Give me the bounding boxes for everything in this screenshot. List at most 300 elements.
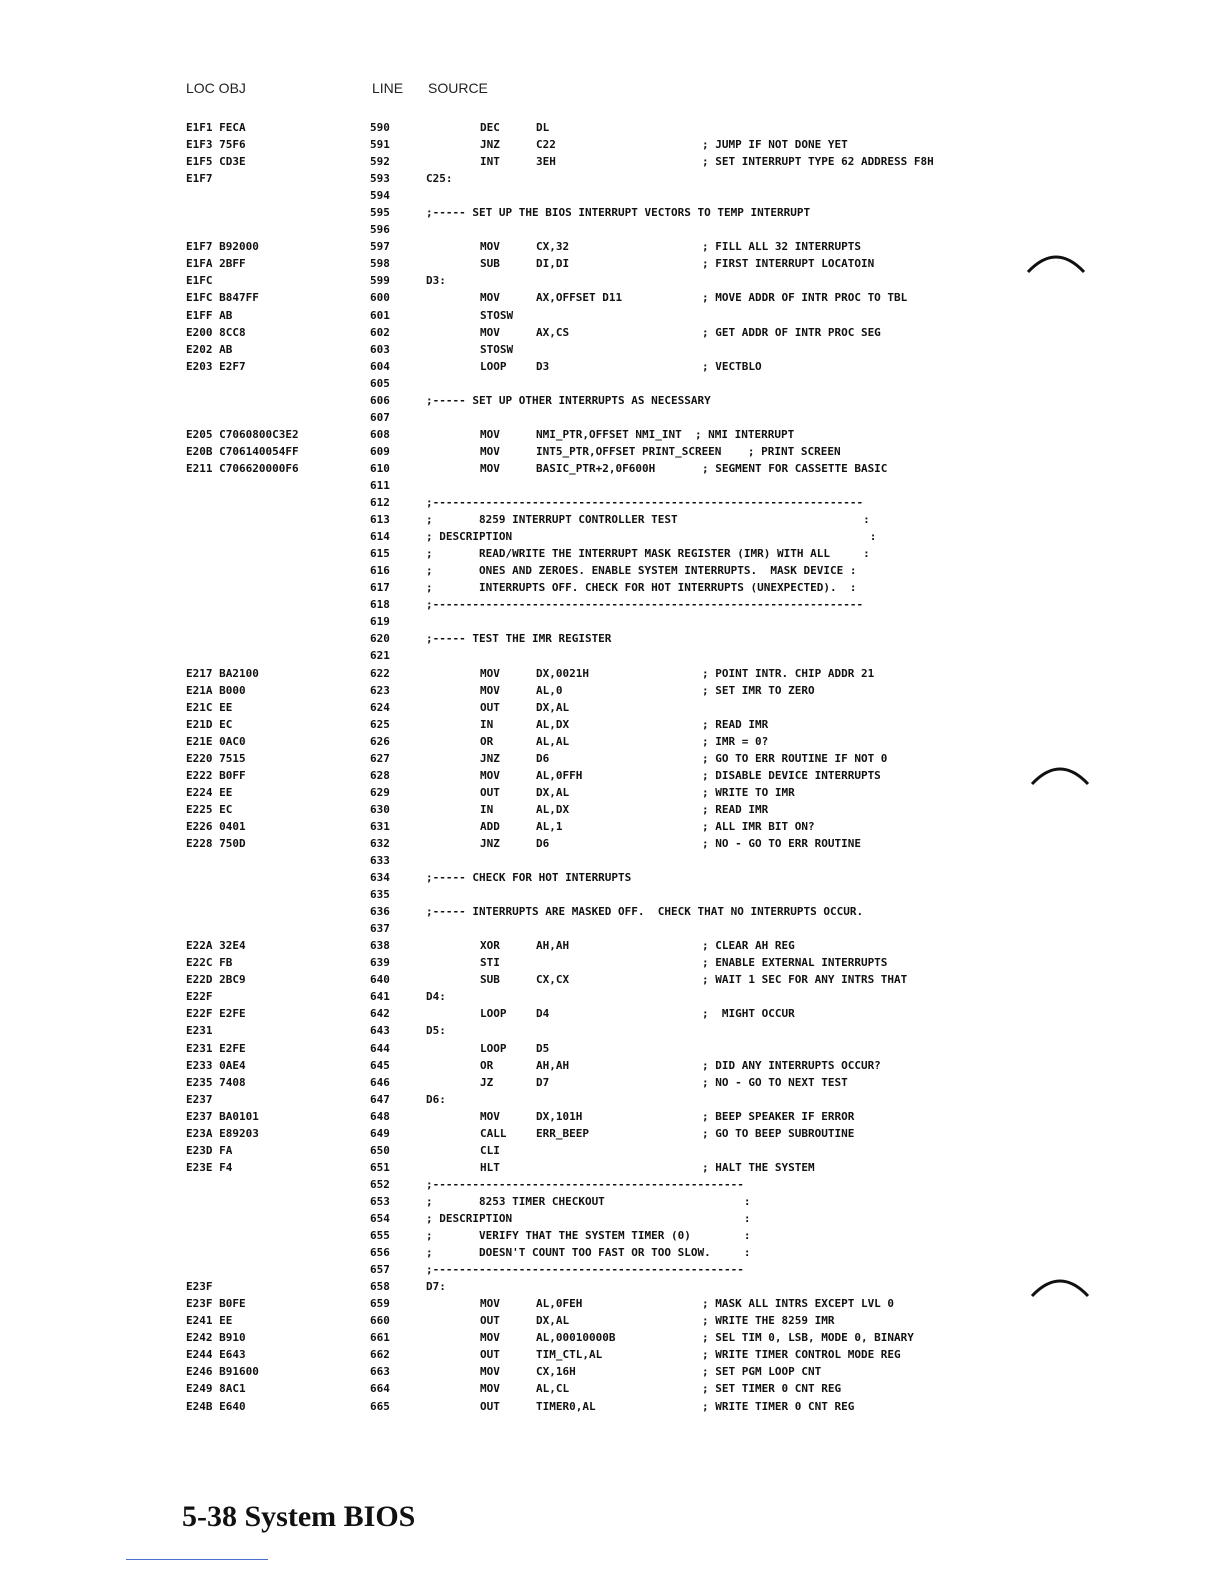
line-number: 592 — [370, 155, 390, 169]
comment: ; WRITE TIMER 0 CNT REG — [702, 1399, 855, 1413]
line-number: 618 — [370, 598, 390, 612]
listing-row — [0, 920, 1224, 937]
column-header-loc-obj: LOC OBJ — [186, 80, 246, 96]
opcode: OR — [480, 734, 494, 748]
opcode: LOOP — [480, 1007, 507, 1021]
loc-obj: E23D FA — [186, 1143, 233, 1157]
line-number: 603 — [370, 342, 390, 356]
listing-row — [0, 324, 1224, 341]
comment-line: ;----- SET UP THE BIOS INTERRUPT VECTORS TO TEMP INTERRUPT — [426, 206, 811, 220]
line-number: 634 — [370, 871, 390, 885]
listing-row — [0, 545, 1224, 562]
listing-row — [0, 937, 1224, 954]
loc-obj: E1F5 CD3E — [186, 155, 246, 169]
loc-obj: E242 B910 — [186, 1331, 246, 1345]
line-number: 649 — [370, 1126, 390, 1140]
line-number: 657 — [370, 1263, 390, 1277]
opcode: JNZ — [480, 751, 500, 765]
listing-row — [0, 1346, 1224, 1363]
loc-obj: E23A E89203 — [186, 1126, 259, 1140]
line-number: 599 — [370, 274, 390, 288]
loc-obj: E233 0AE4 — [186, 1058, 246, 1072]
opcode: MOV — [480, 1382, 500, 1396]
operands: DI,DI — [536, 257, 570, 271]
line-number: 602 — [370, 325, 390, 339]
operands: CX,16H — [536, 1365, 576, 1379]
operands: DL — [536, 121, 550, 134]
line-number: 644 — [370, 1041, 390, 1055]
comment: ; FILL ALL 32 INTERRUPTS — [702, 240, 861, 254]
line-number: 633 — [370, 854, 390, 868]
listing-row — [0, 1210, 1224, 1227]
line-number: 665 — [370, 1399, 390, 1413]
opcode: OUT — [480, 1399, 500, 1413]
code-label: D6: — [426, 1092, 446, 1106]
loc-obj: E20B C706140054FF — [186, 444, 299, 458]
comment-line: ; VERIFY THAT THE SYSTEM TIMER (0) : — [426, 1229, 751, 1243]
listing-row — [0, 136, 1224, 153]
loc-obj: E249 8AC1 — [186, 1382, 246, 1396]
loc-obj: E1F3 75F6 — [186, 138, 246, 152]
line-number: 607 — [370, 410, 390, 424]
operands: AL,AL — [536, 734, 570, 748]
line-number: 609 — [370, 444, 390, 458]
listing-row — [0, 204, 1224, 221]
opcode: JNZ — [480, 138, 500, 152]
listing-row — [0, 187, 1224, 204]
comment: ; MASK ALL INTRS EXCEPT LVL 0 — [702, 1297, 895, 1311]
operands: TIMER0,AL — [536, 1399, 596, 1413]
comment: ; VECTBLO — [702, 359, 762, 373]
loc-obj: E1FA 2BFF — [186, 257, 246, 271]
comment-line: ; 8253 TIMER CHECKOUT : — [426, 1194, 751, 1208]
operands: D6 — [536, 751, 550, 765]
loc-obj: E23F — [186, 1280, 213, 1294]
column-header-line: LINE — [372, 80, 404, 96]
listing-row — [0, 886, 1224, 903]
listing-row — [0, 988, 1224, 1005]
opcode: JNZ — [480, 836, 500, 850]
line-number: 637 — [370, 922, 390, 936]
opcode: MOV — [480, 240, 500, 254]
listing-row — [0, 494, 1224, 511]
loc-obj: E21A B000 — [186, 683, 246, 697]
operands: DX,AL — [536, 700, 570, 714]
listing-row — [0, 835, 1224, 852]
line-number: 655 — [370, 1229, 390, 1243]
comment-line: ;----------------------------------------------- — [426, 1177, 744, 1191]
listing-row — [0, 426, 1224, 443]
comment: ; READ IMR — [702, 717, 769, 731]
loc-obj: E226 0401 — [186, 819, 246, 833]
line-number: 606 — [370, 393, 390, 407]
loc-obj: E22A 32E4 — [186, 939, 246, 953]
loc-obj: E235 7408 — [186, 1075, 246, 1089]
line-number: 641 — [370, 990, 390, 1004]
line-number: 643 — [370, 1024, 390, 1038]
listing-row — [0, 1022, 1224, 1039]
listing-row — [0, 1040, 1224, 1057]
comment: ; NO - GO TO NEXT TEST — [702, 1075, 848, 1089]
operands: AL,CL — [536, 1382, 570, 1396]
comment-line: ; ONES AND ZEROES. ENABLE SYSTEM INTERRUPTS. MASK DEVICE : — [426, 564, 857, 578]
comment: ; GO TO ERR ROUTINE IF NOT 0 — [702, 751, 888, 765]
opcode: STOSW — [480, 342, 514, 356]
opcode: OUT — [480, 1314, 500, 1328]
opcode: SUB — [480, 973, 500, 987]
opcode: IN — [480, 717, 494, 731]
code-label: D7: — [426, 1280, 446, 1294]
operands: D4 — [536, 1007, 550, 1021]
listing-row — [0, 358, 1224, 375]
comment: ; WRITE TO IMR — [702, 785, 795, 799]
listing-row — [0, 562, 1224, 579]
listing-row — [0, 1091, 1224, 1108]
operands: BASIC_PTR+2,0F600H — [536, 461, 656, 475]
line-number: 608 — [370, 427, 390, 441]
loc-obj: E237 — [186, 1092, 213, 1106]
loc-obj: E222 B0FF — [186, 768, 246, 782]
loc-obj: E202 AB — [186, 342, 233, 356]
line-number: 601 — [370, 308, 390, 322]
line-number: 605 — [370, 376, 390, 390]
line-number: 612 — [370, 496, 390, 510]
listing-row — [0, 801, 1224, 818]
comment: ; DISABLE DEVICE INTERRUPTS — [702, 768, 881, 782]
listing-row — [0, 1193, 1224, 1210]
line-number: 661 — [370, 1331, 390, 1345]
line-number: 613 — [370, 513, 390, 527]
code-label: D5: — [426, 1024, 446, 1038]
line-number: 600 — [370, 291, 390, 305]
comment: ; WRITE THE 8259 IMR — [702, 1314, 835, 1328]
comment: ; READ IMR — [702, 802, 769, 816]
loc-obj: E244 E643 — [186, 1348, 246, 1362]
loc-obj: E231 E2FE — [186, 1041, 246, 1055]
operands: D6 — [536, 836, 550, 850]
comment-line: ;----- INTERRUPTS ARE MASKED OFF. CHECK THAT NO INTERRUPTS OCCUR. — [426, 905, 864, 919]
comment: ; ALL IMR BIT ON? — [702, 819, 815, 833]
listing-row — [0, 1142, 1224, 1159]
operands: D7 — [536, 1075, 550, 1089]
opcode: CLI — [480, 1143, 500, 1157]
opcode: OUT — [480, 785, 500, 799]
operands: D5 — [536, 1041, 550, 1055]
operands: CX,32 — [536, 240, 570, 254]
listing-row — [0, 1074, 1224, 1091]
listing-row — [0, 1108, 1224, 1125]
comment-line: ;----------------------------------------------------------------- — [426, 598, 864, 612]
operands: ERR_BEEP — [536, 1126, 589, 1140]
line-number: 660 — [370, 1314, 390, 1328]
opcode: MOV — [480, 666, 500, 680]
comment: ; SET IMR TO ZERO — [702, 683, 815, 697]
loc-obj: E200 8CC8 — [186, 325, 246, 339]
loc-obj: E23E F4 — [186, 1160, 233, 1174]
listing-row — [0, 852, 1224, 869]
operands: 3EH — [536, 155, 556, 169]
comment: ; SET INTERRUPT TYPE 62 ADDRESS F8H — [702, 155, 934, 169]
comment-line: ; DOESN'T COUNT TOO FAST OR TOO SLOW. : — [426, 1246, 751, 1260]
line-number: 658 — [370, 1280, 390, 1294]
loc-obj: E1FC B847FF — [186, 291, 259, 305]
listing-row — [0, 1227, 1224, 1244]
listing-row — [0, 733, 1224, 750]
operands: TIM_CTL,AL — [536, 1348, 603, 1362]
line-number: 630 — [370, 802, 390, 816]
comment: ; SEL TIM 0, LSB, MODE 0, BINARY — [702, 1331, 914, 1345]
listing-row — [0, 1380, 1224, 1397]
loc-obj: E1F1 FECA — [186, 121, 246, 134]
loc-obj: E205 C7060800C3E2 — [186, 427, 299, 441]
loc-obj: E241 EE — [186, 1314, 233, 1328]
listing-row — [0, 1057, 1224, 1074]
listing-row — [0, 869, 1224, 886]
comment: ; MIGHT OCCUR — [702, 1007, 795, 1021]
listing-row — [0, 579, 1224, 596]
line-number: 642 — [370, 1007, 390, 1021]
line-number: 629 — [370, 785, 390, 799]
opcode: OUT — [480, 700, 500, 714]
comment: ; NO - GO TO ERR ROUTINE — [702, 836, 861, 850]
comment: ; JUMP IF NOT DONE YET — [702, 138, 848, 152]
line-number: 626 — [370, 734, 390, 748]
operands: AL,DX — [536, 717, 570, 731]
comment: ; POINT INTR. CHIP ADDR 21 — [702, 666, 875, 680]
listing-row — [0, 954, 1224, 971]
listing-row — [0, 119, 1224, 136]
line-number: 636 — [370, 905, 390, 919]
opcode: MOV — [480, 683, 500, 697]
comment: ; GET ADDR OF INTR PROC SEG — [702, 325, 881, 339]
line-number: 645 — [370, 1058, 390, 1072]
loc-obj: E237 BA0101 — [186, 1109, 259, 1123]
opcode: MOV — [480, 291, 500, 305]
binder-hole-arc-top — [1026, 248, 1086, 276]
comment: ; ENABLE EXTERNAL INTERRUPTS — [702, 956, 888, 970]
opcode: MOV — [480, 768, 500, 782]
listing-row — [0, 1398, 1224, 1415]
comment: ; SEGMENT FOR CASSETTE BASIC — [702, 461, 888, 475]
binder-hole-arc-middle — [1030, 760, 1090, 788]
operands: AL,00010000B — [536, 1331, 616, 1345]
opcode: ADD — [480, 819, 500, 833]
line-number: 595 — [370, 206, 390, 220]
line-number: 638 — [370, 939, 390, 953]
listing-row — [0, 818, 1224, 835]
line-number: 662 — [370, 1348, 390, 1362]
opcode: MOV — [480, 1365, 500, 1379]
listing-row — [0, 341, 1224, 358]
loc-obj: E225 EC — [186, 802, 233, 816]
line-number: 625 — [370, 717, 390, 731]
opcode: MOV — [480, 1297, 500, 1311]
opcode: DEC — [480, 121, 500, 134]
comment: ; WRITE TIMER CONTROL MODE REG — [702, 1348, 901, 1362]
loc-obj: E1F7 B92000 — [186, 240, 259, 254]
loc-obj: E1FF AB — [186, 308, 233, 322]
line-number: 635 — [370, 888, 390, 902]
comment: ; BEEP SPEAKER IF ERROR — [702, 1109, 855, 1123]
loc-obj: E224 EE — [186, 785, 233, 799]
operands: AL,1 — [536, 819, 563, 833]
operands: AL,0FFH — [536, 768, 583, 782]
listing-row — [0, 289, 1224, 306]
line-number: 591 — [370, 138, 390, 152]
listing-row — [0, 375, 1224, 392]
line-number: 610 — [370, 461, 390, 475]
operands: DX,AL — [536, 785, 570, 799]
opcode: INT — [480, 155, 500, 169]
operands: AL,0FEH — [536, 1297, 583, 1311]
listing-row — [0, 596, 1224, 613]
listing-row — [0, 221, 1224, 238]
line-number: 659 — [370, 1297, 390, 1311]
line-number: 627 — [370, 751, 390, 765]
line-number: 594 — [370, 189, 390, 203]
listing-row — [0, 971, 1224, 988]
operands: AL,DX — [536, 802, 570, 816]
loc-obj: E22C FB — [186, 956, 233, 970]
opcode: XOR — [480, 939, 500, 953]
listing-row — [0, 153, 1224, 170]
operands: DX,AL — [536, 1314, 570, 1328]
operands: AH,AH — [536, 1058, 570, 1072]
binder-hole-arc-bottom — [1030, 1272, 1090, 1300]
listing-row — [0, 716, 1224, 733]
comment: ; FIRST INTERRUPT LOCATOIN — [702, 257, 875, 271]
operands: INT5_PTR,OFFSET PRINT_SCREEN ; PRINT SCREEN — [536, 444, 841, 458]
operands: D3 — [536, 359, 550, 373]
listing-row — [0, 409, 1224, 426]
line-number: 647 — [370, 1092, 390, 1106]
comment: ; MOVE ADDR OF INTR PROC TO TBL — [702, 291, 908, 305]
comment: ; GO TO BEEP SUBROUTINE — [702, 1126, 855, 1140]
line-number: 617 — [370, 581, 390, 595]
line-number: 620 — [370, 632, 390, 646]
line-number: 631 — [370, 819, 390, 833]
line-number: 615 — [370, 547, 390, 561]
loc-obj: E228 750D — [186, 836, 246, 850]
listing-row — [0, 1244, 1224, 1261]
listing-row — [0, 460, 1224, 477]
line-number: 590 — [370, 121, 390, 134]
opcode: OUT — [480, 1348, 500, 1362]
listing-row — [0, 528, 1224, 545]
opcode: MOV — [480, 325, 500, 339]
line-number: 639 — [370, 956, 390, 970]
opcode: MOV — [480, 427, 500, 441]
listing-row — [0, 665, 1224, 682]
opcode: MOV — [480, 444, 500, 458]
line-number: 593 — [370, 172, 390, 186]
listing-row — [0, 443, 1224, 460]
line-number: 650 — [370, 1143, 390, 1157]
comment-line: ; DESCRIPTION : — [426, 530, 877, 544]
opcode: MOV — [480, 461, 500, 475]
line-number: 651 — [370, 1160, 390, 1174]
line-number: 597 — [370, 240, 390, 254]
line-number: 652 — [370, 1177, 390, 1191]
line-number: 646 — [370, 1075, 390, 1089]
listing-row — [0, 1363, 1224, 1380]
comment-line: ; 8259 INTERRUPT CONTROLLER TEST : — [426, 513, 870, 527]
listing-row — [0, 392, 1224, 409]
operands: AL,0 — [536, 683, 563, 697]
line-number: 604 — [370, 359, 390, 373]
comment: ; SET TIMER 0 CNT REG — [702, 1382, 842, 1396]
line-number: 632 — [370, 836, 390, 850]
loc-obj: E23F B0FE — [186, 1297, 246, 1311]
listing-row — [0, 1159, 1224, 1176]
comment-line: ; READ/WRITE THE INTERRUPT MASK REGISTER (IMR) WITH ALL : — [426, 547, 870, 561]
opcode: LOOP — [480, 359, 507, 373]
opcode: STI — [480, 956, 500, 970]
opcode: MOV — [480, 1109, 500, 1123]
comment-line: ;----- TEST THE IMR REGISTER — [426, 632, 612, 646]
opcode: HLT — [480, 1160, 500, 1174]
code-label: D3: — [426, 274, 446, 288]
operands: CX,CX — [536, 973, 570, 987]
comment: ; HALT THE SYSTEM — [702, 1160, 815, 1174]
listing-row — [0, 511, 1224, 528]
operands: DX,101H — [536, 1109, 583, 1123]
loc-obj: E21C EE — [186, 700, 233, 714]
line-number: 611 — [370, 478, 390, 492]
opcode: LOOP — [480, 1041, 507, 1055]
operands: AX,OFFSET D11 — [536, 291, 623, 305]
opcode: IN — [480, 802, 494, 816]
loc-obj: E21D EC — [186, 717, 233, 731]
loc-obj: E246 B91600 — [186, 1365, 259, 1379]
listing-row — [0, 1329, 1224, 1346]
listing-row — [0, 477, 1224, 494]
listing-row — [0, 630, 1224, 647]
line-number: 656 — [370, 1246, 390, 1260]
opcode: JZ — [480, 1075, 494, 1089]
listing-row — [0, 682, 1224, 699]
loc-obj: E211 C706620000F6 — [186, 461, 299, 475]
comment-line: ;----------------------------------------------------------------- — [426, 496, 864, 510]
listing-row — [0, 699, 1224, 716]
line-number: 616 — [370, 564, 390, 578]
loc-obj: E217 BA2100 — [186, 666, 259, 680]
listing-row — [0, 613, 1224, 630]
comment: ; WAIT 1 SEC FOR ANY INTRS THAT — [702, 973, 908, 987]
loc-obj: E22F — [186, 990, 213, 1004]
code-label: D4: — [426, 990, 446, 1004]
code-label: C25: — [426, 172, 453, 186]
line-number: 653 — [370, 1194, 390, 1208]
listing-row — [0, 1005, 1224, 1022]
loc-obj: E231 — [186, 1024, 213, 1038]
operands: NMI_PTR,OFFSET NMI_INT ; NMI INTERRUPT — [536, 427, 795, 441]
line-number: 614 — [370, 530, 390, 544]
comment-line: ; DESCRIPTION : — [426, 1212, 751, 1225]
line-number: 628 — [370, 768, 390, 782]
loc-obj: E22F E2FE — [186, 1007, 246, 1021]
listing-row — [0, 1312, 1224, 1329]
opcode: STOSW — [480, 308, 514, 322]
listing-row — [0, 647, 1224, 664]
loc-obj: E21E 0AC0 — [186, 734, 246, 748]
comment-line: ;----- CHECK FOR HOT INTERRUPTS — [426, 871, 632, 885]
line-number: 664 — [370, 1382, 390, 1396]
line-number: 624 — [370, 700, 390, 714]
operands: DX,0021H — [536, 666, 589, 680]
line-number: 596 — [370, 223, 390, 237]
listing-row — [0, 903, 1224, 920]
